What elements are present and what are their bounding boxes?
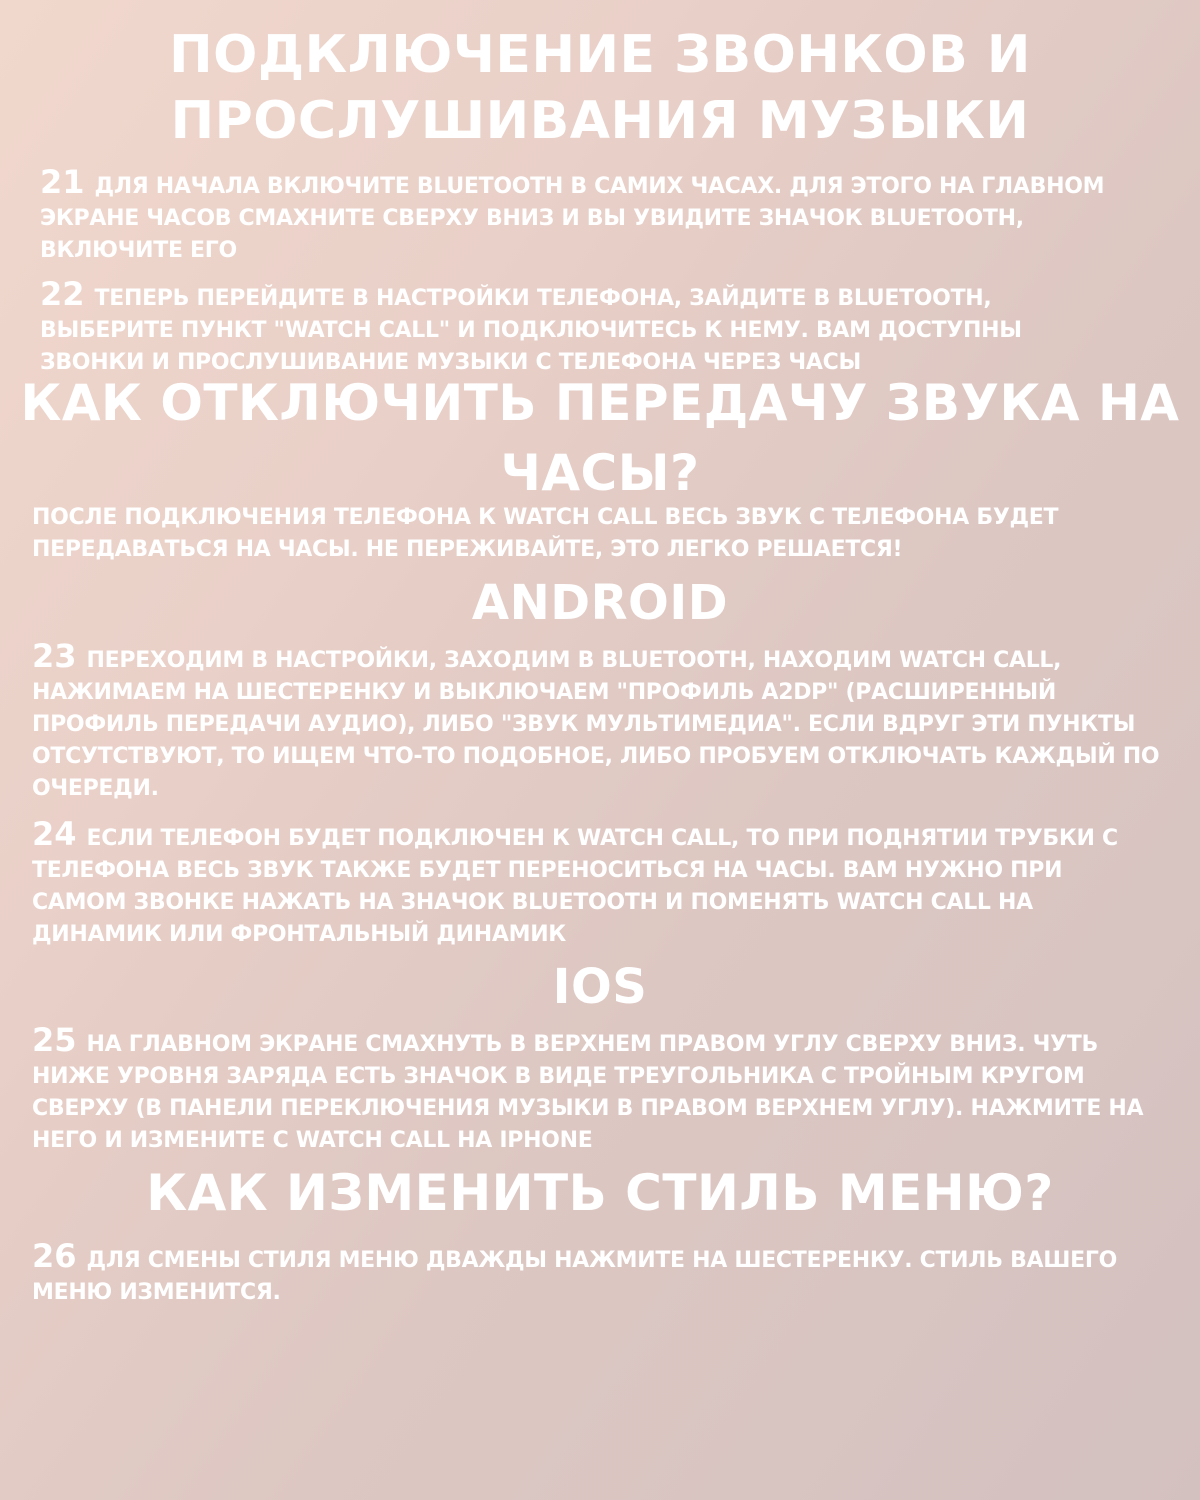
step-number: 21 (40, 163, 85, 201)
step-23 (32, 637, 1172, 805)
step-22 (40, 275, 1120, 379)
main-title (0, 22, 1200, 154)
disable-sound-heading (0, 368, 1200, 508)
ios-heading: IOS (552, 959, 648, 1015)
step-number: 22 (40, 275, 85, 313)
main-title-line-1: ПОДКЛЮЧЕНИЕ ЗВОНКОВ И (169, 25, 1031, 85)
main-title-line-2: ПРОСЛУШИВАНИЯ МУЗЫКИ (170, 91, 1030, 151)
step-number: 26 (32, 1237, 77, 1275)
step-26 (32, 1237, 1132, 1309)
step-number: 25 (32, 1021, 77, 1059)
disable-sound-intro: ПОСЛЕ ПОДКЛЮЧЕНИЯ ТЕЛЕФОНА К WATCH CALL ВЕСЬ ЗВУК С ТЕЛЕФОНА БУДЕТ ПЕРЕДАВАТЬСЯ НА ЧАСЫ. НЕ ПЕРЕЖИВАЙТЕ, ЭТО ЛЕГКО РЕШАЕТСЯ! (32, 505, 1059, 562)
disable-sound-heading-line-1: КАК ОТКЛЮЧИТЬ ПЕРЕДАЧУ ЗВУКА НА (20, 374, 1180, 432)
step-text: ТЕПЕРЬ ПЕРЕЙДИТЕ В НАСТРОЙКИ ТЕЛЕФОНА, ЗАЙДИТЕ В BLUETOOTH, ВЫБЕРИТЕ ПУНКТ "WATCH CALL" И ПОДКЛЮЧИТЕСЬ К НЕМУ. ВАМ ДОСТУПНЫ ЗВОНКИ И ПРОСЛУШИВАНИЕ МУЗЫКИ С ТЕЛЕФОНА ЧЕРЕЗ ЧАСЫ (40, 286, 1022, 375)
step-number: 24 (32, 815, 77, 853)
step-number: 23 (32, 637, 77, 675)
step-25 (32, 1021, 1172, 1157)
step-text: ДЛЯ НАЧАЛА ВКЛЮЧИТЕ BLUETOOTH В САМИХ ЧАСАХ. ДЛЯ ЭТОГО НА ГЛАВНОМ ЭКРАНЕ ЧАСОВ СМАХНИТЕ СВЕРХУ ВНИЗ И ВЫ УВИДИТЕ ЗНАЧОК BLUETOOTH, ВКЛЮЧИТЕ ЕГО (40, 174, 1105, 263)
disable-sound-heading-line-2: ЧАСЫ? (500, 444, 700, 502)
step-text: ЕСЛИ ТЕЛЕФОН БУДЕТ ПОДКЛЮЧЕН К WATCH CALL, ТО ПРИ ПОДНЯТИИ ТРУБКИ С ТЕЛЕФОНА ВЕСЬ ЗВУК ТАКЖЕ БУДЕТ ПЕРЕНОСИТЬСЯ НА ЧАСЫ. ВАМ НУЖНО ПРИ САМОМ ЗВОНКЕ НАЖАТЬ НА ЗНАЧОК BLUETOOTH И ПОМЕНЯТЬ WATCH CALL НА ДИНАМИК ИЛИ ФРОНТАЛЬНЫЙ ДИНАМИК (32, 826, 1118, 947)
step-text: ДЛЯ СМЕНЫ СТИЛЯ МЕНЮ ДВАЖДЫ НАЖМИТЕ НА ШЕСТЕРЕНКУ. СТИЛЬ ВАШЕГО МЕНЮ ИЗМЕНИТСЯ. (32, 1248, 1118, 1305)
step-text: ПЕРЕХОДИМ В НАСТРОЙКИ, ЗАХОДИМ В BLUETOOTH, НАХОДИМ WATCH CALL, НАЖИМАЕМ НА ШЕСТЕРЕНКУ И ВЫКЛЮЧАЕМ "ПРОФИЛЬ A2DP" (РАСШИРЕННЫЙ ПРОФИЛЬ ПЕРЕДАЧИ АУДИО), ЛИБО "ЗВУК МУЛЬТИМЕДИА". ЕСЛИ ВДРУГ ЭТИ ПУНКТЫ ОТСУТСТВУЮТ, ТО ИЩЕМ ЧТО-ТО ПОДОБНОЕ, ЛИБО ПРОБУЕМ ОТКЛЮЧАТЬ КАЖДЫЙ ПО ОЧЕРЕДИ. (32, 648, 1160, 801)
step-24 (32, 815, 1142, 951)
menu-style-heading: КАК ИЗМЕНИТЬ СТИЛЬ МЕНЮ? (146, 1164, 1054, 1222)
step-text: НА ГЛАВНОМ ЭКРАНЕ СМАХНУТЬ В ВЕРХНЕМ ПРАВОМ УГЛУ СВЕРХУ ВНИЗ. ЧУТЬ НИЖЕ УРОВНЯ ЗАРЯДА ЕСТЬ ЗНАЧОК В ВИДЕ ТРЕУГОЛЬНИКА С ТРОЙНЫМ КРУГОМ СВЕРХУ (В ПАНЕЛИ ПЕРЕКЛЮЧЕНИЯ МУЗЫКИ В ПРАВОМ ВЕРХНЕМ УГЛУ). НАЖМИТЕ НА НЕГО И ИЗМЕНИТЕ С WATCH CALL НА IPHONE (32, 1032, 1144, 1153)
android-heading: ANDROID (471, 575, 729, 631)
step-21 (40, 163, 1120, 267)
